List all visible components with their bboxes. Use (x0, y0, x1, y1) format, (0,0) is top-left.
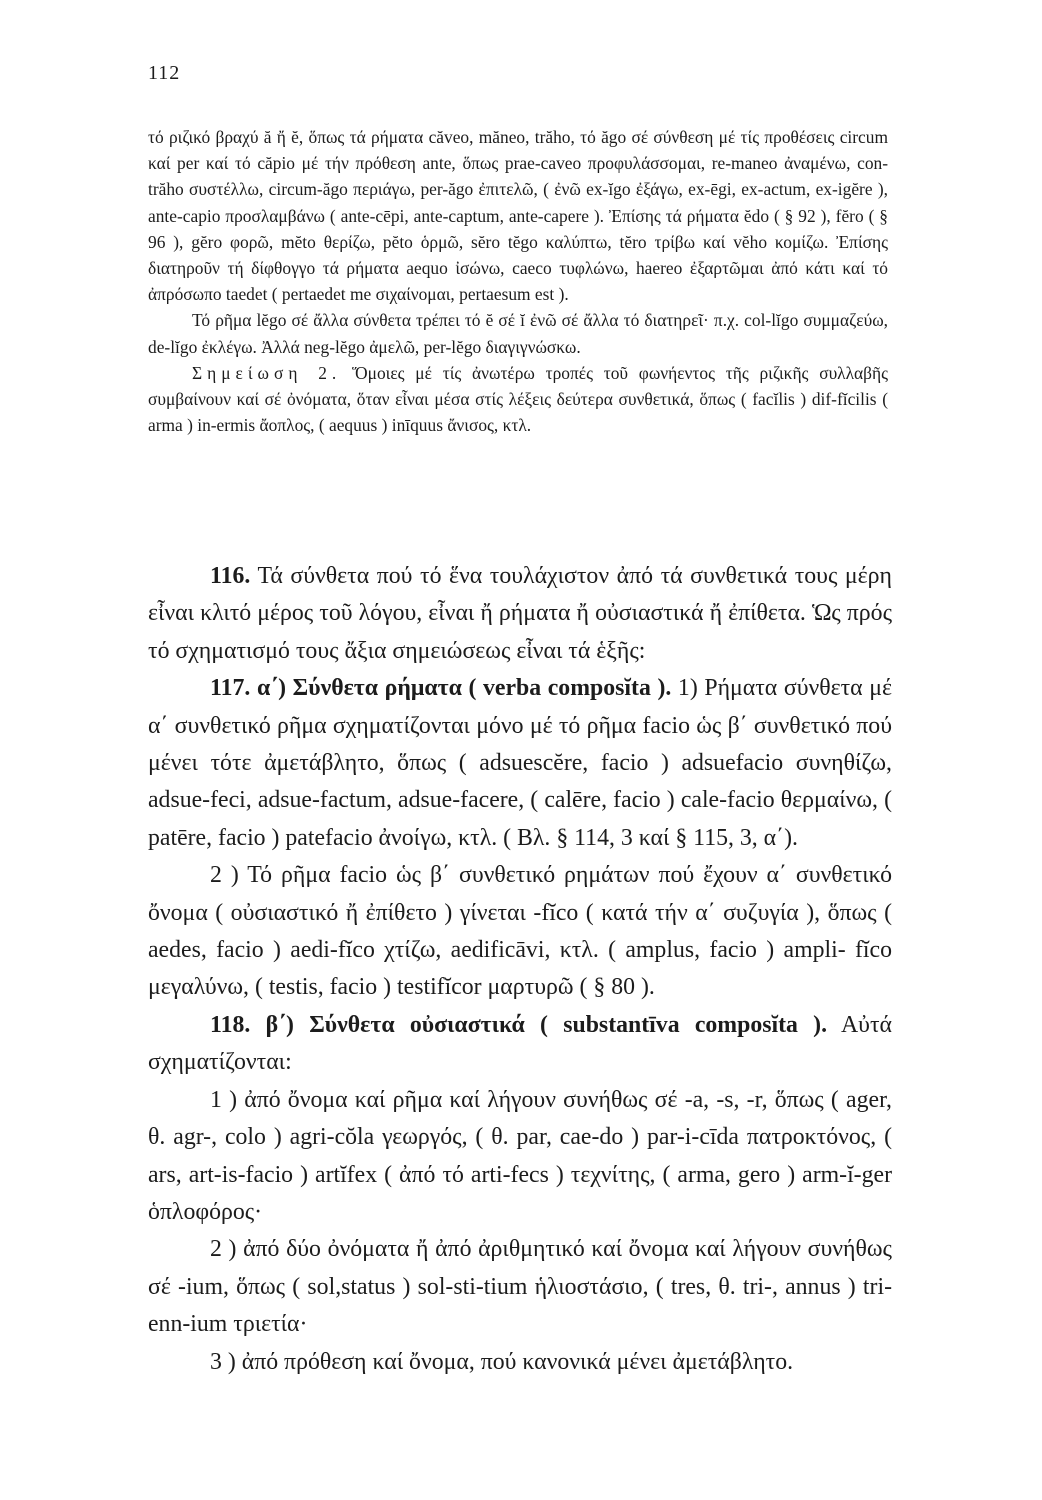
section-117 (148, 670, 892, 857)
page-number: 112 (148, 62, 181, 84)
paragraph-continuation: τό ριζικό βραχύ ă ἤ ĕ, ὅπως τά ρήματα căveo, măneo, trăho, τό ăgo σέ σύνθεση μέ τίς προθέσεις circum καί per καί τό căpio μέ τήν πρόθεση ante, ὅπως prae-caveo προφυλάσσομαι, re-maneo ἀναμένω, con-trăho συστέλλω, circum-ăgo περιάγω, per-ăgo ἐπιτελῶ, ( ἐνῶ ex-ĭgo ἐξάγω, ex-ēgi, ex-actum, ex-igĕre ), ante-capio προσλαμβάνω ( ante-cēpi, ante-captum, ante-capere ). Ἐπίσης τά ρήματα ĕdo ( § 92 ), fĕro ( § 96 ), gĕro φορῶ, mĕto θερίζω, pĕto ὁρμῶ, sĕro tĕgo καλύπτω, tĕro τρίβω καί vĕho κομίζω. Ἐπίσης διατηροῦν τή δίφθογγο τά ρήματα aequo ἰσώνω, caeco τυφλώνω, haereo ἐξαρτῶμαι ἀπό κάτι καί τό ἀπρόσωπο taedet ( pertaedet me σιχαίνομαι, pertaesum est ). (148, 127, 888, 305)
small-print-block (148, 124, 888, 438)
section-118-item-2: 2 ) ἀπό δύο ὀνόματα ἤ ἀπό ἀριθμητικό καί ὄνομα καί λήγουν συνήθως σέ -ium, ὅπως ( sol,status ) sol-sti-tium ἡλιοστάσιο, ( tres, θ. tri-, annus ) tri-enn-ium τριετία· (148, 1236, 892, 1338)
section-117-number: 117. (210, 675, 251, 702)
note-2-text: Ὅμοιες μέ τίς ἀνωτέρω τροπές τοῦ φωνήεντος τῆς ριζικῆς συλλαβῆς συμβαίνουν καί σέ ὀνόματα, ὅταν εἶναι μέσα στίς λέξεις δεύτερα συνθετικά, ὅπως ( facĭlis ) dif-fĭcilis ( arma ) in-ermis ἄοπλος, ( aequus ) inīquus ἄνισος, κτλ. (148, 362, 888, 436)
section-118-item-3: 3 ) ἀπό πρόθεση καί ὄνομα, πού κανονικά μένει ἀμετάβλητο. (210, 1348, 794, 1375)
section-118-item-1: 1 ) ἀπό ὄνομα καί ρῆμα καί λήγουν συνήθως σέ -a, -s, -r, ὅπως ( ager, θ. agr-, colo ) agri-cŏla γεωργός, ( θ. par, cae-do ) par-i-cīda πατροκτόνος, ( ars, art-is-facio ) artĭfex ( ἀπό τό arti-fecs ) τεχνίτης, ( arma, gero ) arm-ĭ-ger ὁπλοφόρος· (148, 1086, 892, 1225)
section-118-intro: Αὐτά σχηματίζονται: (148, 1011, 892, 1076)
section-116 (148, 558, 892, 670)
section-118-number: 118. (210, 1011, 251, 1038)
section-116-number: 116. (210, 563, 251, 589)
section-117-heading: α΄) Σύνθετα ρήματα ( verba composĭta ). (256, 675, 672, 702)
section-118-heading: β΄) Σύνθετα οὐσιαστικά ( substantīva composĭta ). (265, 1011, 828, 1038)
section-116-text: Τά σύνθετα πού τό ἕνα τουλάχιστον ἀπό τά συνθετικά τους μέρη εἶναι κλιτό μέρος τοῦ λόγου, εἶναι ἤ ρήματα ἤ οὐσιαστικά ἤ ἐπίθετα. Ὡς πρός τό σχηματισμό τους ἄξια σημειώσεως εἶναι τά ἑξῆς: (148, 563, 892, 664)
note-2-label: Σημείωση 2. (192, 362, 342, 383)
section-118 (148, 1007, 892, 1082)
paragraph-lego: Τό ρῆμα lĕgo σέ ἄλλα σύνθετα τρέπει τό ĕ σέ ĭ ἐνῶ σέ ἄλλα τό διατηρεῖ· π.χ. col-lĭgo συμμαζεύω, de-lĭgo ἐκλέγω. Ἀλλά neg-lĕgo ἀμελῶ, per-lĕgo διαγιγνώσκω. (148, 310, 888, 357)
main-text-block (148, 558, 892, 1381)
section-117-para-1: 1) Ρήματα σύνθετα μέ α΄ συνθετικό ρῆμα σχηματίζονται μόνο μέ τό ρῆμα facio ὡς β΄ συνθετικό πού μένει τότε ἀμετάβλητο, ὅπως ( adsuescĕre, facio ) adsuefacio συνηθίζω, adsue-feci, adsue-factum, adsue-facere, ( calēre, facio ) cale-facio θερμαίνω, ( patēre, facio ) patefacio ἀνοίγω, κτλ. ( Βλ. § 114, 3 καί § 115, 3, α΄). (148, 675, 892, 851)
section-117-para-2: 2 ) Τό ρῆμα facio ὡς β΄ συνθετικό ρημάτων πού ἔχουν α΄ συνθετικό ὄνομα ( οὐσιαστικό ἤ ἐπίθετο ) γίνεται -fĭco ( κατά τήν α΄ συζυγία ), ὅπως ( aedes, facio ) aedi-fĭco χτίζω, aedificāvi, κτλ. ( amplus, facio ) ampli- fĭco μεγαλύνω, ( testis, facio ) testifĭcor μαρτυρῶ ( § 80 ). (148, 862, 892, 1001)
note-2-paragraph (148, 360, 888, 439)
